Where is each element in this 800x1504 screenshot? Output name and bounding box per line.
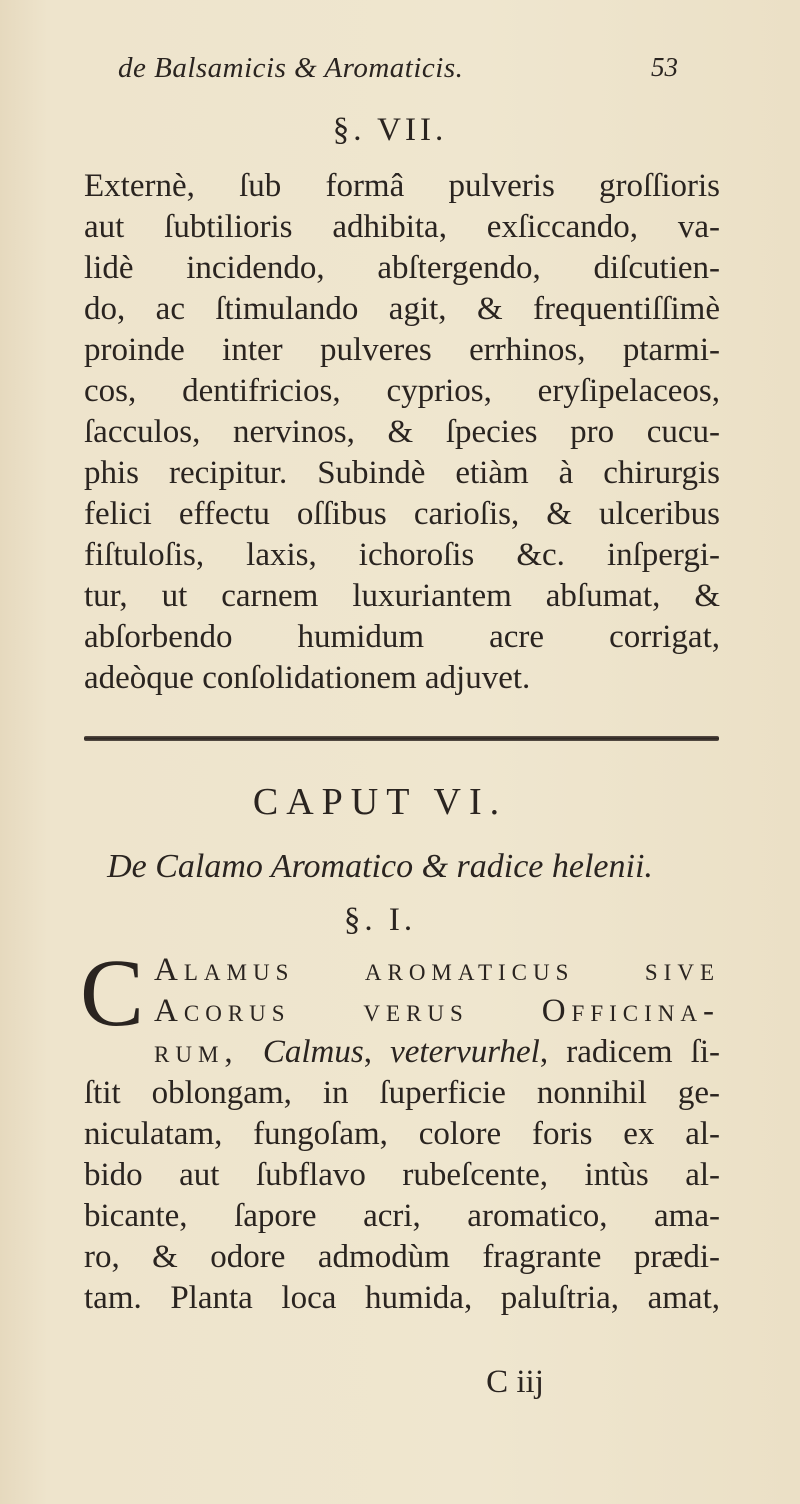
running-title: de Balsamicis & Aromaticis. bbox=[118, 52, 464, 84]
text-line bbox=[84, 1032, 720, 1073]
text-line: phis recipitur. Subindè etiàm à chirurgis bbox=[84, 455, 720, 491]
text-segment: , radicem ſi- bbox=[539, 1034, 720, 1070]
section-heading-2-text: §. I. bbox=[343, 902, 417, 938]
text-line: Alamus aromaticus ſive bbox=[154, 952, 720, 988]
text-line: ro, & odore admodùm fragrante prædi- bbox=[84, 1239, 720, 1275]
text-line: abſorbendo humidum acre corrigat, bbox=[84, 619, 720, 655]
paragraph-1 bbox=[84, 166, 720, 699]
text-line: Acorus verus Officina- bbox=[154, 993, 720, 1029]
text-line: bido aut ſubflavo rubeſcente, intùs al- bbox=[84, 1157, 720, 1193]
chapter-heading-text: CAPUT VI. bbox=[252, 781, 508, 823]
text-line: Externè, ſub formâ pulveris groſſioris bbox=[84, 168, 720, 204]
text-line: do, ac ſtimulando agit, & frequentiſſimè bbox=[84, 291, 720, 327]
text-line: lidè incidendo, abſtergendo, diſcutien- bbox=[84, 250, 720, 286]
paragraph-2 bbox=[80, 939, 720, 1319]
text-line: cos, dentifricios, cyprios, eryſipelaceos, bbox=[84, 373, 720, 409]
text-line: tur, ut carnem luxuriantem abſumat, & bbox=[84, 578, 720, 614]
text-line: adeòque conſolidationem adjuvet. bbox=[84, 660, 531, 696]
italic-term: vetervurhel bbox=[390, 1034, 540, 1070]
text-segment: rum, bbox=[154, 1034, 263, 1070]
text-line: tam. Planta loca humida, paluſtria, amat, bbox=[84, 1280, 720, 1316]
chapter-subtitle bbox=[0, 848, 800, 886]
drop-cap: C bbox=[80, 939, 145, 1046]
text-line: bicante, ſapore acri, aromatico, ama- bbox=[84, 1198, 720, 1234]
text-line: fiſtuloſis, laxis, ichoroſis &c. inſpergi- bbox=[84, 537, 720, 573]
chapter-heading bbox=[0, 780, 800, 824]
page-number: 53 bbox=[651, 52, 678, 82]
text-line: felici effectu oſſibus carioſis, & ulceribus bbox=[84, 496, 720, 532]
chapter-subtitle-text: De Calamo Aromatico & radice helenii. bbox=[107, 848, 653, 885]
horizontal-rule bbox=[84, 736, 719, 741]
text-line: niculatam, fungoſam, colore foris ex al- bbox=[84, 1116, 720, 1152]
text-line: aut ſubtilioris adhibita, exſiccando, va- bbox=[84, 209, 720, 245]
section-heading-2 bbox=[0, 902, 800, 939]
running-head bbox=[118, 52, 678, 96]
section-heading bbox=[0, 112, 800, 149]
text-line: ſtit oblongam, in ſuperficie nonnihil ge- bbox=[84, 1075, 720, 1111]
italic-term: Calmus bbox=[262, 1034, 364, 1070]
catchword-text: C iij bbox=[486, 1364, 544, 1400]
text-line: ſacculos, nervinos, & ſpecies pro cucu- bbox=[84, 414, 720, 450]
section-heading-text: §. VII. bbox=[332, 112, 448, 148]
text-line: proinde inter pulveres errhinos, ptarmi- bbox=[84, 332, 720, 368]
catchword bbox=[0, 1364, 800, 1401]
text-segment: , bbox=[363, 1034, 391, 1070]
